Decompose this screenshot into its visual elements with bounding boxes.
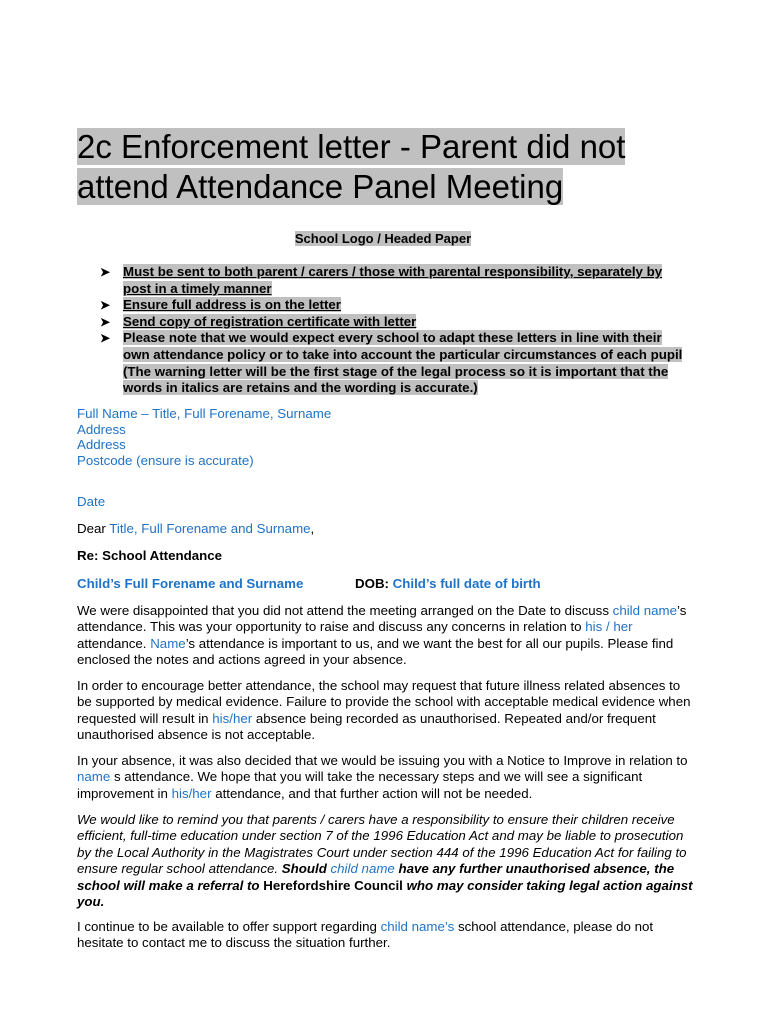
letter-date: Date	[77, 494, 106, 509]
child-details	[77, 576, 697, 592]
address-line: Address	[77, 421, 126, 437]
instruction-list	[100, 264, 684, 397]
arrow-bullet-icon: ➤	[100, 331, 111, 346]
headed-paper-label: School Logo / Headed Paper	[294, 231, 472, 246]
arrow-bullet-icon: ➤	[100, 298, 111, 313]
address-postcode-line: Postcode (ensure is accurate)	[77, 452, 254, 468]
child-name-field: Child’s Full Forename and Surname	[77, 576, 304, 591]
address-name-line: Full Name – Title, Full Forename, Surname	[77, 406, 332, 421]
paragraph-notice-to-improve: In your absence, it was also decided that we would be issuing you with a Notice to Improve in relation to name s attendance. We hope that you will take the necessary steps and we will see a significant improvement in his/her attendance, and that further action will not be needed.	[77, 753, 688, 801]
paragraph-legal-warning: We would like to remind you that parents / carers have a responsibility to ensure their children receive efficient, full-time education under section 7 of the 1996 Education Act and may be liable to prosecution by the Local Authority in the Magistrates Court under section 444 of the 1996 Education Act for failing to ensure regular school attendance. Should child name have any further unauthorised absence, the school will make a referral to Herefordshire Council who may consider taking legal action against you.	[77, 812, 693, 910]
document-title: 2c Enforcement letter - Parent did not attend Attendance Panel Meeting	[77, 128, 626, 205]
paragraph-missed-meeting: We were disappointed that you did not attend the meeting arranged on the Date to discuss child name’s attendance. This was your opportunity to raise and discuss any concerns in relation to his / her attendance. Name’s attendance is important to us, and we want the best for all our pupils. Please find enclosed the notes and actions agreed in your absence.	[77, 603, 687, 668]
salutation: Dear Title, Full Forename and Surname,	[77, 521, 315, 536]
address-line: Address	[77, 437, 126, 452]
paragraph-medical-evidence: In order to encourage better attendance, the school may request that future illness related absences to be supported by medical evidence. Failure to provide the school with acceptable medical evidence when requested will result in his/her absence being recorded as unauthorised. Repeated and/or frequent unauthorised absence is not acceptable.	[77, 678, 691, 743]
arrow-bullet-icon: ➤	[100, 314, 111, 329]
instruction-item: ➤ Send copy of registration certificate with letter	[100, 313, 417, 329]
instruction-item: ➤ Ensure full address is on the letter	[100, 297, 341, 313]
dob-field: DOB: Child’s full date of birth	[355, 576, 541, 591]
instruction-item: ➤ Must be sent to both parent / carers / those with parental responsibility, separately by post in a timely manner	[100, 264, 663, 296]
subject-line: Re: School Attendance	[77, 548, 223, 563]
paragraph-support-offer: I continue to be available to offer support regarding child name’s school attendance, please do not hesitate to contact me to discuss the situation further.	[77, 919, 654, 951]
arrow-bullet-icon: ➤	[100, 265, 111, 279]
instruction-item: ➤ Please note that we would expect every school to adapt these letters in line with their own attendance policy or to take into account the particular circumstances of each pupil (The warning letter will be the first stage of the legal process so it is important that the words in italics are retains and the wording is accurate.)	[100, 330, 683, 396]
recipient-address	[77, 406, 331, 468]
